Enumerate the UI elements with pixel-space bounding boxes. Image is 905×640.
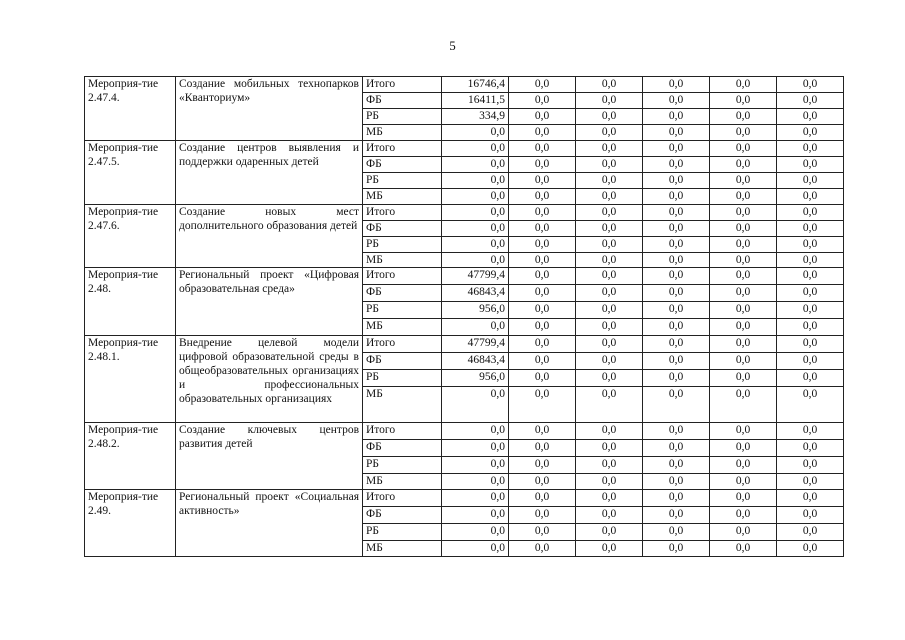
amount-cell: 0,0 (576, 457, 643, 474)
amount-cell: 0,0 (442, 541, 509, 557)
amount-cell: 0,0 (710, 524, 777, 541)
funding-source: РБ (363, 237, 442, 253)
amount-cell: 0,0 (643, 253, 710, 268)
amount-cell: 0,0 (710, 302, 777, 319)
funding-source: РБ (363, 173, 442, 189)
amount-cell: 0,0 (643, 109, 710, 125)
amount-cell: 0,0 (643, 336, 710, 353)
budget-table-body (85, 77, 844, 557)
amount-cell: 0,0 (710, 370, 777, 387)
amount-cell: 0,0 (710, 541, 777, 557)
amount-cell: 0,0 (777, 457, 844, 474)
table-row (85, 77, 844, 93)
activity-code: Мероприя-тие 2.47.6. (85, 205, 176, 268)
amount-cell: 0,0 (643, 157, 710, 173)
amount-cell: 0,0 (442, 237, 509, 253)
funding-source: ФБ (363, 157, 442, 173)
funding-source: МБ (363, 319, 442, 336)
amount-cell: 0,0 (643, 474, 710, 490)
amount-cell: 0,0 (509, 173, 576, 189)
amount-cell: 0,0 (710, 77, 777, 93)
amount-cell: 0,0 (509, 109, 576, 125)
table-row (85, 423, 844, 440)
amount-cell: 0,0 (777, 336, 844, 353)
amount-cell: 0,0 (643, 173, 710, 189)
budget-table (84, 76, 844, 557)
amount-cell: 0,0 (710, 173, 777, 189)
activity-code: Мероприя-тие 2.47.5. (85, 141, 176, 205)
activity-description: Создание ключевых центров развития детей (176, 423, 363, 490)
amount-cell: 0,0 (442, 387, 509, 423)
amount-cell: 0,0 (777, 507, 844, 524)
activity-description: Создание новых мест дополнительного образования детей (176, 205, 363, 268)
amount-cell: 0,0 (576, 302, 643, 319)
amount-cell: 0,0 (442, 253, 509, 268)
amount-cell: 0,0 (509, 189, 576, 205)
table-row (85, 490, 844, 507)
funding-source: РБ (363, 109, 442, 125)
funding-source: МБ (363, 189, 442, 205)
amount-cell: 0,0 (643, 302, 710, 319)
funding-source: Итого (363, 141, 442, 157)
amount-cell: 16746,4 (442, 77, 509, 93)
amount-cell: 0,0 (643, 353, 710, 370)
amount-cell: 0,0 (442, 490, 509, 507)
amount-cell: 0,0 (777, 205, 844, 221)
amount-cell: 0,0 (576, 353, 643, 370)
amount-cell: 0,0 (509, 125, 576, 141)
funding-source: ФБ (363, 221, 442, 237)
amount-cell: 0,0 (710, 141, 777, 157)
amount-cell: 0,0 (576, 125, 643, 141)
amount-cell: 0,0 (442, 423, 509, 440)
funding-source: ФБ (363, 507, 442, 524)
amount-cell: 0,0 (777, 93, 844, 109)
amount-cell: 0,0 (777, 237, 844, 253)
amount-cell: 0,0 (509, 524, 576, 541)
amount-cell: 0,0 (576, 524, 643, 541)
amount-cell: 0,0 (576, 541, 643, 557)
amount-cell: 0,0 (710, 387, 777, 423)
amount-cell: 0,0 (777, 319, 844, 336)
table-row (85, 268, 844, 285)
amount-cell: 0,0 (777, 285, 844, 302)
funding-source: РБ (363, 370, 442, 387)
funding-source: Итого (363, 490, 442, 507)
amount-cell: 0,0 (777, 440, 844, 457)
funding-source: ФБ (363, 353, 442, 370)
funding-source: ФБ (363, 440, 442, 457)
funding-source: МБ (363, 253, 442, 268)
amount-cell: 956,0 (442, 302, 509, 319)
amount-cell: 0,0 (643, 440, 710, 457)
amount-cell: 0,0 (442, 141, 509, 157)
amount-cell: 0,0 (710, 93, 777, 109)
amount-cell: 0,0 (710, 221, 777, 237)
amount-cell: 0,0 (777, 370, 844, 387)
amount-cell: 0,0 (643, 205, 710, 221)
amount-cell: 0,0 (710, 507, 777, 524)
amount-cell: 0,0 (710, 157, 777, 173)
table-row (85, 141, 844, 157)
amount-cell: 0,0 (643, 221, 710, 237)
amount-cell: 0,0 (777, 253, 844, 268)
amount-cell: 0,0 (509, 541, 576, 557)
amount-cell: 0,0 (777, 109, 844, 125)
amount-cell: 0,0 (576, 474, 643, 490)
activity-code: Мероприя-тие 2.49. (85, 490, 176, 557)
amount-cell: 0,0 (442, 189, 509, 205)
amount-cell: 0,0 (777, 141, 844, 157)
amount-cell: 0,0 (777, 173, 844, 189)
amount-cell: 0,0 (576, 268, 643, 285)
amount-cell: 0,0 (509, 423, 576, 440)
amount-cell: 0,0 (509, 370, 576, 387)
table-row (85, 205, 844, 221)
funding-source: Итого (363, 268, 442, 285)
amount-cell: 0,0 (777, 353, 844, 370)
amount-cell: 0,0 (509, 319, 576, 336)
amount-cell: 334,9 (442, 109, 509, 125)
amount-cell: 0,0 (509, 205, 576, 221)
amount-cell: 0,0 (509, 221, 576, 237)
amount-cell: 0,0 (442, 205, 509, 221)
amount-cell: 0,0 (509, 253, 576, 268)
amount-cell: 0,0 (442, 173, 509, 189)
amount-cell: 0,0 (710, 353, 777, 370)
amount-cell: 0,0 (643, 93, 710, 109)
amount-cell: 0,0 (710, 423, 777, 440)
activity-code: Мероприя-тие 2.48.1. (85, 336, 176, 423)
page-number: 5 (449, 38, 456, 53)
funding-source: ФБ (363, 285, 442, 302)
amount-cell: 0,0 (576, 205, 643, 221)
amount-cell: 0,0 (643, 319, 710, 336)
amount-cell: 0,0 (509, 490, 576, 507)
amount-cell: 0,0 (509, 440, 576, 457)
amount-cell: 0,0 (777, 474, 844, 490)
amount-cell: 0,0 (777, 524, 844, 541)
amount-cell: 0,0 (509, 507, 576, 524)
amount-cell: 0,0 (710, 125, 777, 141)
amount-cell: 0,0 (643, 507, 710, 524)
funding-source: РБ (363, 457, 442, 474)
amount-cell: 0,0 (442, 221, 509, 237)
amount-cell: 0,0 (777, 387, 844, 423)
amount-cell: 0,0 (509, 268, 576, 285)
amount-cell: 0,0 (643, 141, 710, 157)
funding-source: ФБ (363, 93, 442, 109)
amount-cell: 0,0 (442, 125, 509, 141)
amount-cell: 0,0 (710, 490, 777, 507)
amount-cell: 0,0 (509, 387, 576, 423)
amount-cell: 0,0 (643, 285, 710, 302)
amount-cell: 46843,4 (442, 285, 509, 302)
amount-cell: 0,0 (509, 336, 576, 353)
amount-cell: 956,0 (442, 370, 509, 387)
amount-cell: 0,0 (643, 490, 710, 507)
amount-cell: 0,0 (777, 125, 844, 141)
amount-cell: 0,0 (576, 387, 643, 423)
amount-cell: 0,0 (777, 490, 844, 507)
funding-source: Итого (363, 336, 442, 353)
amount-cell: 0,0 (643, 541, 710, 557)
amount-cell: 0,0 (643, 423, 710, 440)
amount-cell: 0,0 (576, 189, 643, 205)
amount-cell: 0,0 (643, 457, 710, 474)
amount-cell: 0,0 (509, 353, 576, 370)
amount-cell: 0,0 (710, 109, 777, 125)
funding-source: Итого (363, 423, 442, 440)
activity-code: Мероприя-тие 2.48.2. (85, 423, 176, 490)
activity-description: Региональный проект «Социальная активность» (176, 490, 363, 557)
amount-cell: 0,0 (576, 109, 643, 125)
funding-source: МБ (363, 541, 442, 557)
amount-cell: 0,0 (442, 524, 509, 541)
amount-cell: 0,0 (710, 237, 777, 253)
funding-source: РБ (363, 302, 442, 319)
amount-cell: 0,0 (509, 285, 576, 302)
amount-cell: 0,0 (576, 507, 643, 524)
activity-description: Региональный проект «Цифровая образовательная среда» (176, 268, 363, 336)
amount-cell: 0,0 (643, 125, 710, 141)
amount-cell: 0,0 (777, 157, 844, 173)
amount-cell: 46843,4 (442, 353, 509, 370)
amount-cell: 0,0 (643, 77, 710, 93)
amount-cell: 0,0 (442, 319, 509, 336)
funding-source: МБ (363, 474, 442, 490)
amount-cell: 0,0 (710, 268, 777, 285)
funding-source: МБ (363, 125, 442, 141)
amount-cell: 47799,4 (442, 268, 509, 285)
amount-cell: 47799,4 (442, 336, 509, 353)
amount-cell: 0,0 (710, 474, 777, 490)
amount-cell: 0,0 (643, 237, 710, 253)
amount-cell: 0,0 (576, 490, 643, 507)
activity-description: Создание мобильных технопарков «Кванториум» (176, 77, 363, 141)
amount-cell: 0,0 (576, 157, 643, 173)
amount-cell: 0,0 (509, 77, 576, 93)
amount-cell: 0,0 (509, 474, 576, 490)
amount-cell: 0,0 (777, 221, 844, 237)
amount-cell: 0,0 (710, 440, 777, 457)
amount-cell: 0,0 (442, 157, 509, 173)
amount-cell: 0,0 (576, 221, 643, 237)
amount-cell: 0,0 (442, 457, 509, 474)
amount-cell: 0,0 (576, 285, 643, 302)
amount-cell: 0,0 (710, 457, 777, 474)
amount-cell: 0,0 (509, 237, 576, 253)
amount-cell: 0,0 (576, 93, 643, 109)
funding-source: Итого (363, 77, 442, 93)
amount-cell: 0,0 (576, 370, 643, 387)
amount-cell: 0,0 (576, 173, 643, 189)
amount-cell: 0,0 (710, 336, 777, 353)
amount-cell: 0,0 (576, 237, 643, 253)
activity-description: Создание центров выявления и поддержки одаренных детей (176, 141, 363, 205)
funding-source: МБ (363, 387, 442, 423)
activity-code: Мероприя-тие 2.48. (85, 268, 176, 336)
amount-cell: 0,0 (576, 423, 643, 440)
activity-code: Мероприя-тие 2.47.4. (85, 77, 176, 141)
amount-cell: 0,0 (576, 336, 643, 353)
amount-cell: 0,0 (777, 189, 844, 205)
amount-cell: 0,0 (643, 387, 710, 423)
amount-cell: 0,0 (576, 77, 643, 93)
activity-description: Внедрение целевой модели цифровой образовательной среды в общеобразовательных организациях и профессиональных образовательных организациях (176, 336, 363, 423)
amount-cell: 0,0 (777, 423, 844, 440)
amount-cell: 0,0 (710, 319, 777, 336)
amount-cell: 0,0 (643, 189, 710, 205)
amount-cell: 0,0 (710, 189, 777, 205)
amount-cell: 0,0 (643, 268, 710, 285)
amount-cell: 0,0 (509, 157, 576, 173)
table-row (85, 336, 844, 353)
amount-cell: 0,0 (643, 370, 710, 387)
amount-cell: 0,0 (576, 253, 643, 268)
amount-cell: 0,0 (710, 285, 777, 302)
amount-cell: 0,0 (643, 524, 710, 541)
amount-cell: 0,0 (576, 141, 643, 157)
amount-cell: 0,0 (777, 77, 844, 93)
amount-cell: 0,0 (576, 319, 643, 336)
amount-cell: 16411,5 (442, 93, 509, 109)
amount-cell: 0,0 (777, 541, 844, 557)
amount-cell: 0,0 (442, 507, 509, 524)
amount-cell: 0,0 (710, 253, 777, 268)
amount-cell: 0,0 (777, 302, 844, 319)
amount-cell: 0,0 (777, 268, 844, 285)
amount-cell: 0,0 (710, 205, 777, 221)
amount-cell: 0,0 (576, 440, 643, 457)
amount-cell: 0,0 (509, 141, 576, 157)
funding-source: Итого (363, 205, 442, 221)
funding-source: РБ (363, 524, 442, 541)
amount-cell: 0,0 (509, 302, 576, 319)
amount-cell: 0,0 (442, 440, 509, 457)
amount-cell: 0,0 (442, 474, 509, 490)
amount-cell: 0,0 (509, 93, 576, 109)
amount-cell: 0,0 (509, 457, 576, 474)
